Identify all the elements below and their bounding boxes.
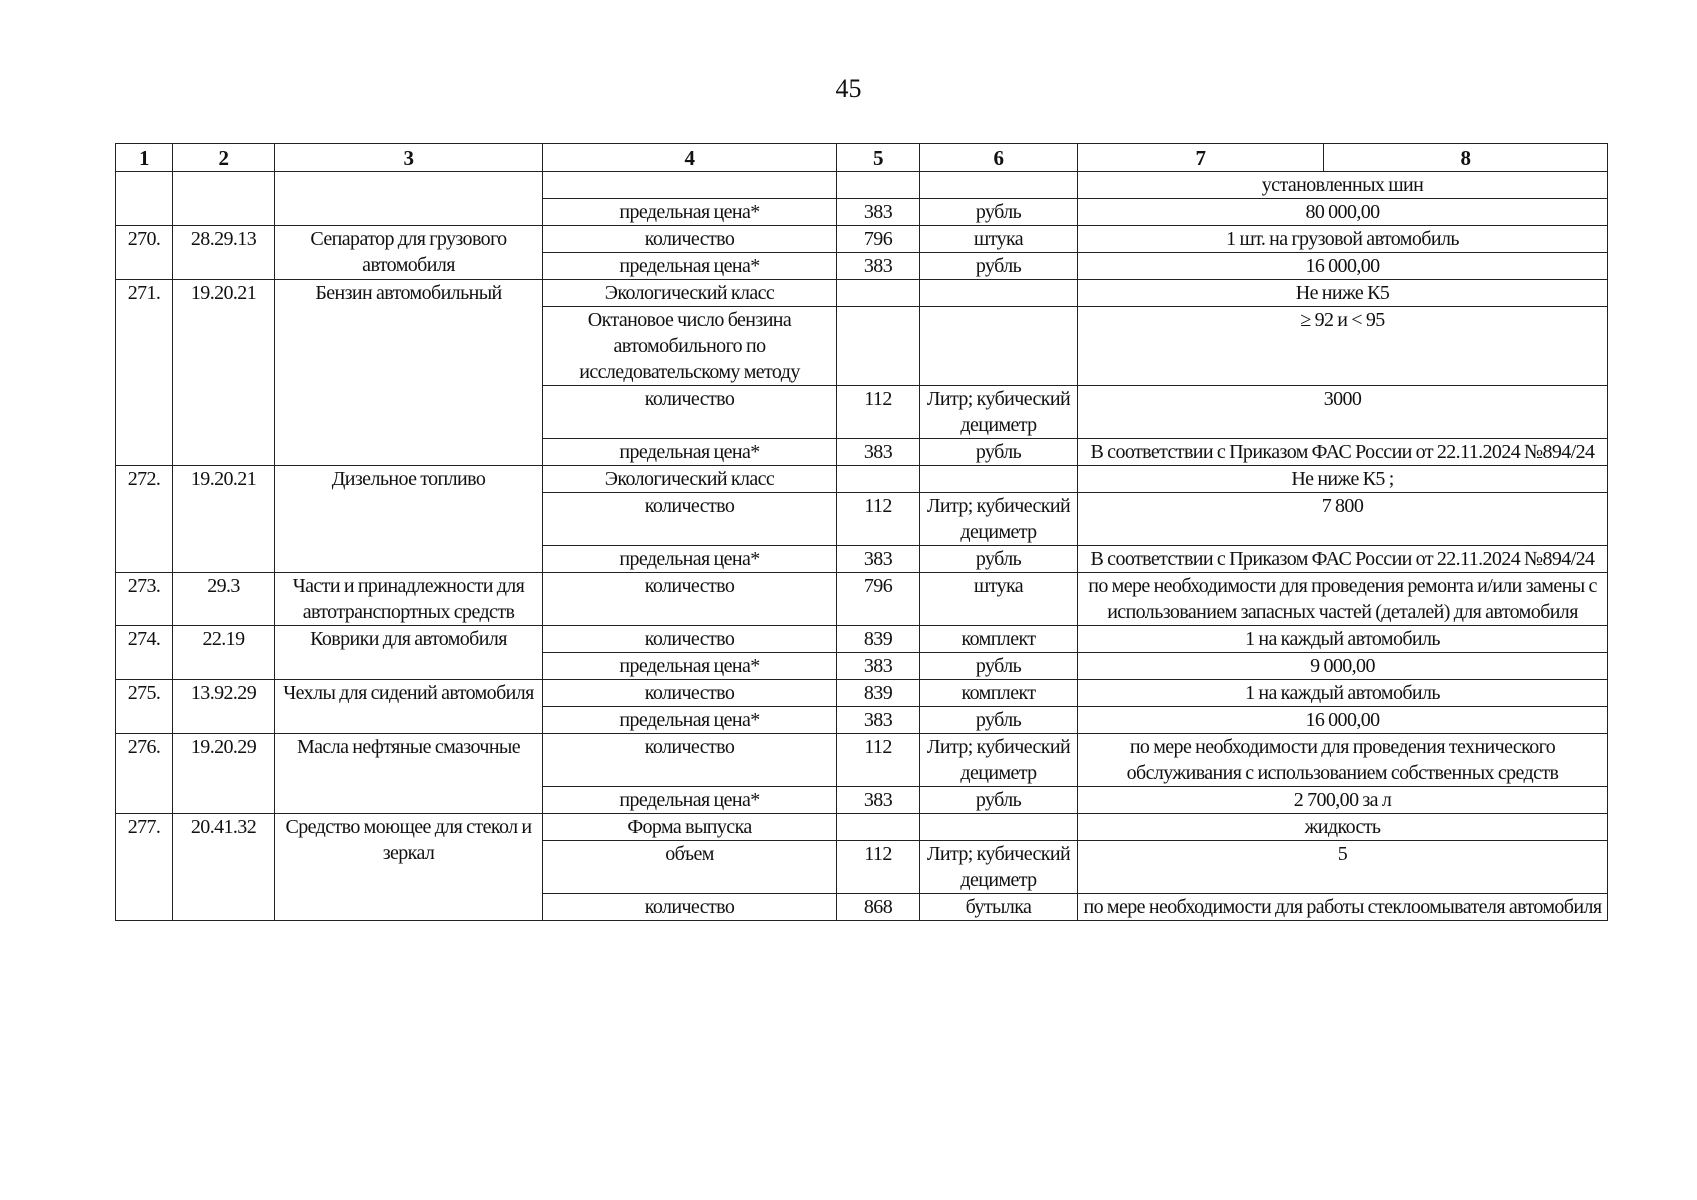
unit-name: Литр; кубический дециметр — [920, 734, 1078, 787]
value: 3000 — [1078, 386, 1608, 439]
okei-code: 112 — [837, 841, 920, 894]
characteristic-name: количество — [543, 626, 837, 653]
unit-name — [920, 814, 1078, 841]
item-name: Бензин автомобильный — [275, 280, 543, 466]
unit-name: штука — [920, 226, 1078, 253]
value: установленных шин — [1078, 172, 1608, 199]
value: 16 000,00 — [1078, 253, 1608, 280]
unit-name: Литр; кубический дециметр — [920, 386, 1078, 439]
characteristic-name: предельная цена* — [543, 199, 837, 226]
unit-name: рубль — [920, 787, 1078, 814]
unit-name — [920, 280, 1078, 307]
characteristic-name: Экологический класс — [543, 466, 837, 493]
requirements-table — [115, 143, 1608, 921]
header-col-5: 5 — [837, 144, 920, 172]
okpd-code: 20.41.32 — [173, 814, 275, 921]
item-number — [116, 172, 173, 226]
okei-code: 383 — [837, 439, 920, 466]
header-col-1: 1 — [116, 144, 173, 172]
value: по мере необходимости для проведения ремонта и/или замены с использованием запасных частей (деталей) для автомобиля — [1078, 573, 1608, 626]
value: 1 на каждый автомобиль — [1078, 680, 1608, 707]
characteristic-name: Октановое число бензина автомобильного по исследовательскому методу — [543, 307, 837, 386]
page-number: 45 — [835, 74, 862, 103]
unit-name: рубль — [920, 653, 1078, 680]
okei-code: 868 — [837, 894, 920, 921]
value: 16 000,00 — [1078, 707, 1608, 734]
okei-code — [837, 814, 920, 841]
okei-code: 112 — [837, 493, 920, 546]
value: 80 000,00 — [1078, 199, 1608, 226]
item-number: 275. — [116, 680, 173, 734]
value: В соответствии с Приказом ФАС России от 22.11.2024 №894/24 — [1078, 546, 1608, 573]
okpd-code: 13.92.29 — [173, 680, 275, 734]
table-row — [116, 172, 1608, 199]
characteristic-name: предельная цена* — [543, 439, 837, 466]
value: 9 000,00 — [1078, 653, 1608, 680]
okpd-code: 22.19 — [173, 626, 275, 680]
table-row — [116, 226, 1608, 253]
item-name: Коврики для автомобиля — [275, 626, 543, 680]
unit-name: рубль — [920, 546, 1078, 573]
okei-code: 112 — [837, 386, 920, 439]
item-name: Масла нефтяные смазочные — [275, 734, 543, 814]
okei-code: 383 — [837, 707, 920, 734]
characteristic-name: количество — [543, 680, 837, 707]
okpd-code: 19.20.29 — [173, 734, 275, 814]
okei-code: 112 — [837, 734, 920, 787]
value: Не ниже К5 — [1078, 280, 1608, 307]
item-name: Средство моющее для стекол и зеркал — [275, 814, 543, 921]
value: по мере необходимости для работы стеклоомывателя автомобиля — [1078, 894, 1608, 921]
header-col-7: 7 — [1078, 144, 1324, 172]
okei-code: 383 — [837, 787, 920, 814]
value: 5 — [1078, 841, 1608, 894]
characteristic-name: объем — [543, 841, 837, 894]
item-number: 274. — [116, 626, 173, 680]
okei-code: 383 — [837, 199, 920, 226]
item-name: Сепаратор для грузового автомобиля — [275, 226, 543, 280]
characteristic-name: количество — [543, 386, 837, 439]
okpd-code: 29.3 — [173, 573, 275, 626]
characteristic-name: количество — [543, 894, 837, 921]
unit-name — [920, 172, 1078, 199]
characteristic-name: предельная цена* — [543, 653, 837, 680]
table-row — [116, 626, 1608, 653]
okpd-code: 19.20.21 — [173, 466, 275, 573]
characteristic-name: предельная цена* — [543, 253, 837, 280]
okpd-code: 19.20.21 — [173, 280, 275, 466]
characteristic-name: количество — [543, 573, 837, 626]
unit-name: штука — [920, 573, 1078, 626]
header-col-8: 8 — [1324, 144, 1608, 172]
item-number: 276. — [116, 734, 173, 814]
item-name — [275, 172, 543, 226]
unit-name: Литр; кубический дециметр — [920, 493, 1078, 546]
okei-code: 796 — [837, 573, 920, 626]
value: по мере необходимости для проведения технического обслуживания с использованием собственных средств — [1078, 734, 1608, 787]
header-col-4: 4 — [543, 144, 837, 172]
okei-code — [837, 280, 920, 307]
value: Не ниже К5 ; — [1078, 466, 1608, 493]
characteristic-name: количество — [543, 734, 837, 787]
item-number: 271. — [116, 280, 173, 466]
okei-code — [837, 307, 920, 386]
characteristic-name — [543, 172, 837, 199]
item-name: Дизельное топливо — [275, 466, 543, 573]
value: В соответствии с Приказом ФАС России от 22.11.2024 №894/24 — [1078, 439, 1608, 466]
characteristic-name: предельная цена* — [543, 546, 837, 573]
okei-code: 383 — [837, 253, 920, 280]
characteristic-name: Форма выпуска — [543, 814, 837, 841]
okei-code: 383 — [837, 653, 920, 680]
header-row — [116, 144, 1608, 172]
unit-name: рубль — [920, 253, 1078, 280]
table-row — [116, 466, 1608, 493]
table-row — [116, 814, 1608, 841]
table-body — [116, 172, 1608, 921]
okei-code — [837, 466, 920, 493]
value: жидкость — [1078, 814, 1608, 841]
okei-code: 839 — [837, 680, 920, 707]
table-row — [116, 573, 1608, 626]
characteristic-name: количество — [543, 493, 837, 546]
item-number: 270. — [116, 226, 173, 280]
unit-name — [920, 307, 1078, 386]
characteristic-name: Экологический класс — [543, 280, 837, 307]
unit-name: комплект — [920, 626, 1078, 653]
header-col-3: 3 — [275, 144, 543, 172]
okpd-code — [173, 172, 275, 226]
item-name: Чехлы для сидений автомобиля — [275, 680, 543, 734]
okei-code: 839 — [837, 626, 920, 653]
value: 7 800 — [1078, 493, 1608, 546]
unit-name: рубль — [920, 199, 1078, 226]
item-number: 277. — [116, 814, 173, 921]
unit-name: рубль — [920, 707, 1078, 734]
table-row — [116, 680, 1608, 707]
value: 1 шт. на грузовой автомобиль — [1078, 226, 1608, 253]
characteristic-name: количество — [543, 226, 837, 253]
item-number: 272. — [116, 466, 173, 573]
header-col-2: 2 — [173, 144, 275, 172]
okpd-code: 28.29.13 — [173, 226, 275, 280]
unit-name — [920, 466, 1078, 493]
characteristic-name: предельная цена* — [543, 707, 837, 734]
item-name: Части и принадлежности для автотранспортных средств — [275, 573, 543, 626]
okei-code: 383 — [837, 546, 920, 573]
header-col-6: 6 — [920, 144, 1078, 172]
okei-code: 796 — [837, 226, 920, 253]
value: 1 на каждый автомобиль — [1078, 626, 1608, 653]
table-row — [116, 734, 1608, 787]
okei-code — [837, 172, 920, 199]
characteristic-name: предельная цена* — [543, 787, 837, 814]
unit-name: Литр; кубический дециметр — [920, 841, 1078, 894]
value: 2 700,00 за л — [1078, 787, 1608, 814]
item-number: 273. — [116, 573, 173, 626]
unit-name: рубль — [920, 439, 1078, 466]
unit-name: комплект — [920, 680, 1078, 707]
unit-name: бутылка — [920, 894, 1078, 921]
value: ≥ 92 и < 95 — [1078, 307, 1608, 386]
table-row — [116, 280, 1608, 307]
